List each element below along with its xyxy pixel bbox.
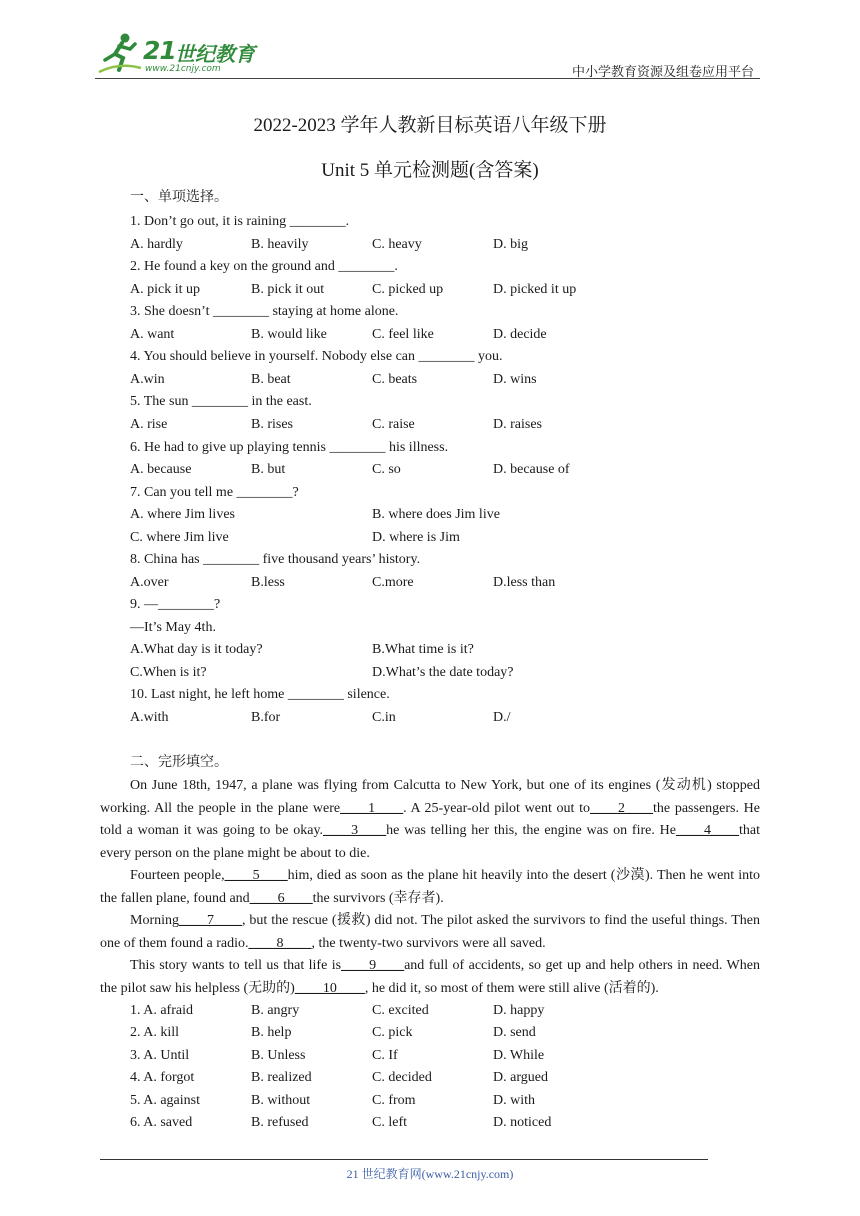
option-c: C. where Jim live: [130, 530, 229, 545]
cloze-option-b: B. help: [251, 1025, 292, 1040]
question-stem: 7. Can you tell me ________?: [130, 485, 299, 500]
option-b: B. pick it out: [251, 282, 325, 297]
runner-logo-icon: [95, 32, 143, 76]
option-a: A. hardly: [130, 237, 183, 252]
option-b: B. where does Jim live: [372, 507, 500, 522]
option-c: C. feel like: [372, 327, 434, 342]
question-stem: 10. Last night, he left home ________ silence.: [130, 687, 390, 702]
option-d: D. picked it up: [493, 282, 577, 297]
option-d: D. where is Jim: [372, 530, 460, 545]
option-b: B. heavily: [251, 237, 309, 252]
cloze-option-d: D. send: [493, 1025, 536, 1040]
cloze-option-b: B. realized: [251, 1070, 312, 1085]
cloze-option-a: 1. A. afraid: [130, 1003, 193, 1018]
option-b: B.less: [251, 575, 285, 590]
blank-3: ____3____: [323, 823, 387, 839]
blank-10: ____10____: [294, 980, 365, 996]
option-a: A.over: [130, 575, 169, 590]
cloze-option-a: 6. A. saved: [130, 1115, 193, 1130]
blank-5: ____5____: [224, 868, 288, 883]
header-divider: [95, 78, 760, 79]
cloze-option-a: 3. A. Until: [130, 1048, 190, 1063]
question-stem: 3. She doesn’t ________ staying at home alone.: [130, 304, 399, 319]
logo-chinese-text: 世纪教育: [175, 42, 255, 66]
question-stem: 9. —________?: [130, 597, 221, 612]
blank-9: ____9____: [341, 958, 405, 973]
option-c: C. heavy: [372, 237, 422, 252]
option-a: A.with: [130, 710, 169, 725]
passage-text: Fourteen people,: [130, 868, 225, 883]
option-a: A. want: [130, 327, 175, 342]
cloze-paragraph-3: [100, 910, 760, 955]
option-b: B.What time is it?: [372, 642, 474, 657]
passage-text: the passengers. He told a woman it was going to be okay.: [100, 800, 760, 839]
passage-text: , he did it, so most of them were still alive (活着的).: [364, 980, 659, 996]
question-response: —It’s May 4th.: [130, 620, 216, 635]
blank-1: ____1____: [340, 800, 404, 816]
option-a: A. pick it up: [130, 282, 200, 297]
cloze-option-b: B. refused: [251, 1115, 309, 1130]
cloze-option-c: C. decided: [372, 1070, 432, 1085]
option-a: A.win: [130, 372, 165, 387]
option-d: D.What’s the date today?: [372, 665, 514, 680]
option-d: D. because of: [493, 462, 570, 477]
option-b: B.for: [251, 710, 281, 725]
logo-number: 21: [143, 36, 176, 65]
header-platform-text: 中小学教育资源及组卷应用平台: [571, 64, 754, 79]
option-c: C. raise: [372, 417, 415, 432]
footer-divider: [100, 1159, 708, 1160]
question-stem: 4. You should believe in yourself. Nobody else can ________ you.: [130, 349, 503, 364]
question-stem: 2. He found a key on the ground and ________.: [130, 259, 398, 274]
blank-7: ____7____: [179, 913, 242, 928]
section2-heading: 二、完形填空。: [130, 755, 228, 770]
option-d: D. wins: [493, 372, 537, 387]
option-c: C.more: [372, 575, 414, 590]
option-b: B. but: [251, 462, 286, 477]
option-b: B. would like: [251, 327, 327, 342]
passage-text: that every person on the plane might be about to die.: [100, 823, 760, 861]
option-a: A. because: [130, 462, 192, 477]
blank-2: ____2____: [590, 800, 654, 816]
cloze-option-b: B. without: [251, 1093, 311, 1108]
cloze-option-d: D. with: [493, 1093, 535, 1108]
option-c: C.in: [372, 710, 396, 725]
document-title: 2022-2023 学年人教新目标英语八年级下册: [253, 115, 607, 136]
cloze-paragraph-4: [100, 955, 760, 1000]
option-b: B. beat: [251, 372, 291, 387]
option-a: A. where Jim lives: [130, 507, 235, 522]
blank-6: ____6____: [249, 890, 313, 906]
passage-text: Morning: [130, 913, 179, 928]
cloze-option-a: 5. A. against: [130, 1093, 200, 1108]
option-c: C. picked up: [372, 282, 444, 297]
option-c: C.When is it?: [130, 665, 207, 680]
option-a: A.What day is it today?: [130, 642, 263, 657]
question-stem: 6. He had to give up playing tennis ________ his illness.: [130, 440, 449, 455]
cloze-option-a: 4. A. forgot: [130, 1070, 195, 1085]
cloze-option-d: D. While: [493, 1048, 545, 1063]
option-d: D. raises: [493, 417, 542, 432]
cloze-option-c: C. If: [372, 1048, 398, 1063]
cloze-option-c: C. excited: [372, 1003, 429, 1018]
cloze-option-c: C. from: [372, 1093, 416, 1108]
cloze-option-d: D. noticed: [493, 1115, 552, 1130]
cloze-option-a: 2. A. kill: [130, 1025, 180, 1040]
cloze-option-b: B. angry: [251, 1003, 300, 1018]
option-b: B. rises: [251, 417, 293, 432]
passage-text: . A 25-year-old pilot went out to: [403, 800, 591, 816]
cloze-option-b: B. Unless: [251, 1048, 306, 1063]
passage-text: This story wants to tell us that life is: [130, 958, 342, 973]
option-c: C. beats: [372, 372, 418, 387]
option-d: D. decide: [493, 327, 547, 342]
cloze-option-c: C. left: [372, 1115, 407, 1130]
passage-text: him, died as soon as the plane hit heavily into the desert (沙漠). Then he went into the fallen plane, found and: [100, 868, 760, 906]
blank-4: ____4____: [676, 823, 739, 839]
section1-heading: 一、单项选择。: [130, 190, 228, 205]
question-stem: 5. The sun ________ in the east.: [130, 394, 312, 409]
question-stem: 8. China has ________ five thousand years’ history.: [130, 552, 421, 567]
option-d: D./: [493, 710, 511, 725]
passage-text: the survivors (幸存者).: [312, 890, 444, 906]
cloze-paragraph-1: [100, 775, 760, 865]
question-stem: 1. Don’t go out, it is raining ________.: [130, 214, 350, 229]
passage-text: and full of accidents, so get up and help others in need. When the pilot saw his helpless (无助的): [100, 958, 760, 996]
page-header: [95, 30, 760, 80]
cloze-paragraph-2: [100, 865, 760, 910]
blank-8: ____8____: [248, 935, 312, 951]
option-a: A. rise: [130, 417, 168, 432]
passage-text: On June 18th, 1947, a plane was flying from Calcutta to New York, but one of its engines (发动机) stopped working. All the people in the plane were: [100, 778, 760, 816]
footer-link[interactable]: 21 世纪教育网(www.21cnjy.com): [346, 1167, 514, 1181]
cloze-option-d: D. argued: [493, 1070, 548, 1085]
option-d: D.less than: [493, 575, 556, 590]
passage-text: , the twenty-two survivors were all saved.: [311, 935, 546, 951]
option-c: C. so: [372, 462, 401, 477]
passage-text: he was telling her this, the engine was on fire. He: [386, 823, 676, 839]
logo-url: www.21cnjy.com: [145, 64, 221, 74]
passage-text: , but the rescue (援救) did not. The pilot asked the survivors to find the useful things. Then one of them found a radio.: [100, 913, 760, 951]
option-d: D. big: [493, 237, 528, 252]
site-logo: [95, 30, 265, 78]
cloze-option-c: C. pick: [372, 1025, 413, 1040]
cloze-option-d: D. happy: [493, 1003, 545, 1018]
document-subtitle: Unit 5 单元检测题(含答案): [321, 160, 539, 181]
